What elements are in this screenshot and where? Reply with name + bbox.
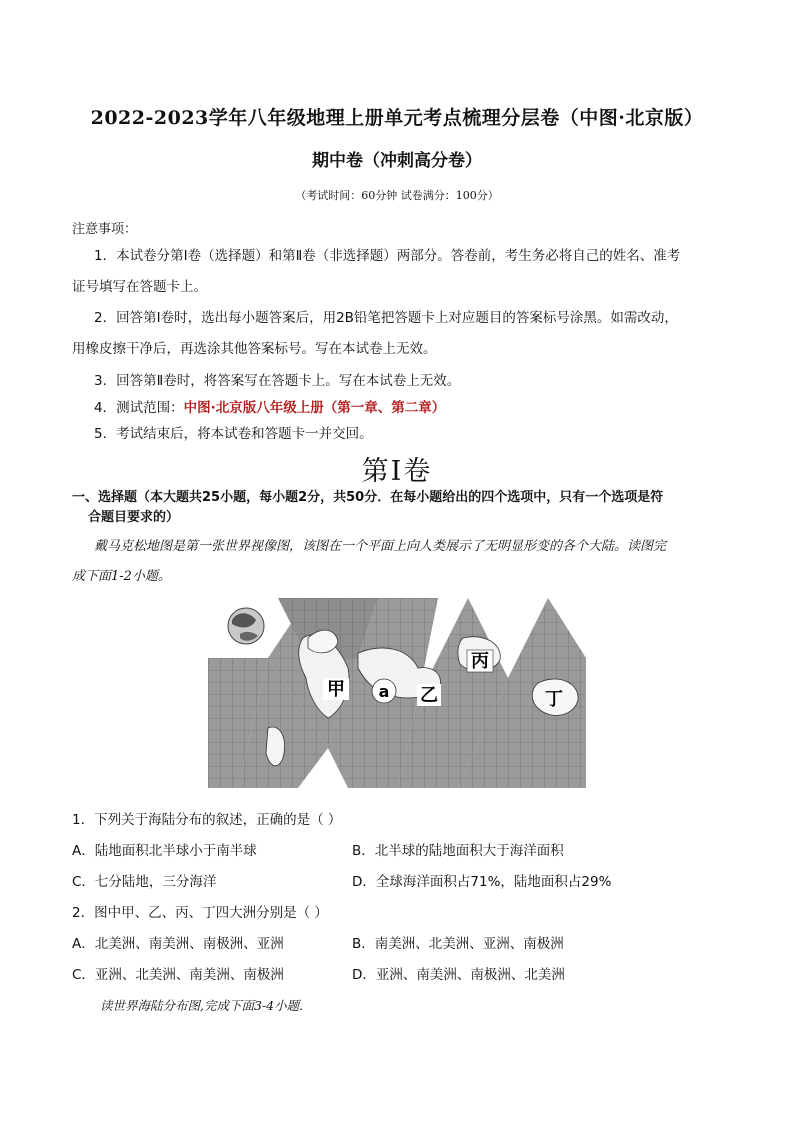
note-item-1-line2: 证号填写在答题卡上。 (72, 279, 207, 295)
intro-line1: 戴马克松地图是第一张世界视像图，该图在一个平面上向人类展示了无明显形变的各个大陆。读图完 (94, 539, 667, 554)
page-subtitle: 期中卷（冲刺高分卷） (312, 151, 482, 171)
map-label-yi: 乙 (420, 685, 438, 706)
map-label-ding: 丁 (545, 689, 563, 710)
dymaxion-map (208, 598, 586, 788)
question-2-option-b: B．南美洲、北美洲、亚洲、南极洲 (352, 936, 564, 952)
note-item-4-prefix: 4．测试范围： (94, 400, 184, 416)
next-question-intro: 读世界海陆分布图,完成下面3-4小题. (100, 998, 304, 1013)
test-scope: 中图·北京版八年级上册（第一章、第二章） (183, 400, 446, 416)
note-item-5: 5．考试结束后，将本试卷和答题卡一并交回。 (94, 426, 373, 442)
question-1-option-d: D．全球海洋面积占71%，陆地面积占29% (352, 874, 612, 890)
dymaxion-map-svg (208, 598, 586, 788)
part-heading-line2: 合题目要求的） (88, 510, 180, 525)
question-2-option-d: D．亚洲、南美洲、南极洲、北美洲 (352, 967, 565, 983)
question-1-option-a: A．陆地面积北半球小于南半球 (72, 843, 257, 859)
note-item-1 (72, 241, 722, 303)
note-item-3: 3．回答第Ⅱ卷时，将答案写在答题卡上。写在本试卷上无效。 (94, 373, 461, 389)
question-1-option-c: C．七分陆地，三分海洋 (72, 874, 217, 890)
map-label-bing: 丙 (471, 651, 489, 672)
note-item-2-line1: 2．回答第Ⅰ卷时，选出每小题答案后，用2B铅笔把答题卡上对应题目的答案标号涂黑。如需改动， (94, 310, 678, 326)
question-2-option-c: C．亚洲、北美洲、南美洲、南极洲 (72, 967, 284, 983)
question-1-option-b: B．北半球的陆地面积大于海洋面积 (352, 843, 564, 859)
part-heading-line1: 一、选择题（本大题共25小题，每小题2分，共50分．在每小题给出的四个选项中，只有一个选项是符 (72, 490, 664, 505)
exam-info: （考试时间：60分钟 试卷满分：100分） (295, 189, 499, 202)
landmass-south-america (266, 727, 285, 766)
part-heading (72, 488, 722, 528)
section-title: 第Ⅰ卷 (361, 456, 433, 487)
intro-text (72, 532, 722, 592)
intro-line2: 成下面1-2小题。 (72, 569, 171, 584)
question-2-stem: 2．图中甲、乙、丙、丁四大洲分别是（ ） (72, 905, 328, 921)
map-label-jia: 甲 (327, 679, 345, 700)
question-2-option-a: A．北美洲、南美洲、南极洲、亚洲 (72, 936, 284, 952)
question-1-stem: 1．下列关于海陆分布的叙述，正确的是（ ） (72, 812, 342, 828)
note-item-1-line1: 1．本试卷分第Ⅰ卷（选择题）和第Ⅱ卷（非选择题）两部分。答卷前，考生务必将自己的姓名、准考 (94, 248, 681, 264)
map-label-a: a (378, 682, 390, 701)
note-item-2-line2: 用橡皮擦干净后，再选涂其他答案标号。写在本试卷上无效。 (72, 341, 437, 357)
globe-icon (228, 608, 264, 644)
note-item-2 (72, 303, 722, 365)
page-title: 2022-2023学年八年级地理上册单元考点梳理分层卷（中图·北京版） (90, 107, 704, 129)
notes-heading: 注意事项： (72, 222, 138, 237)
